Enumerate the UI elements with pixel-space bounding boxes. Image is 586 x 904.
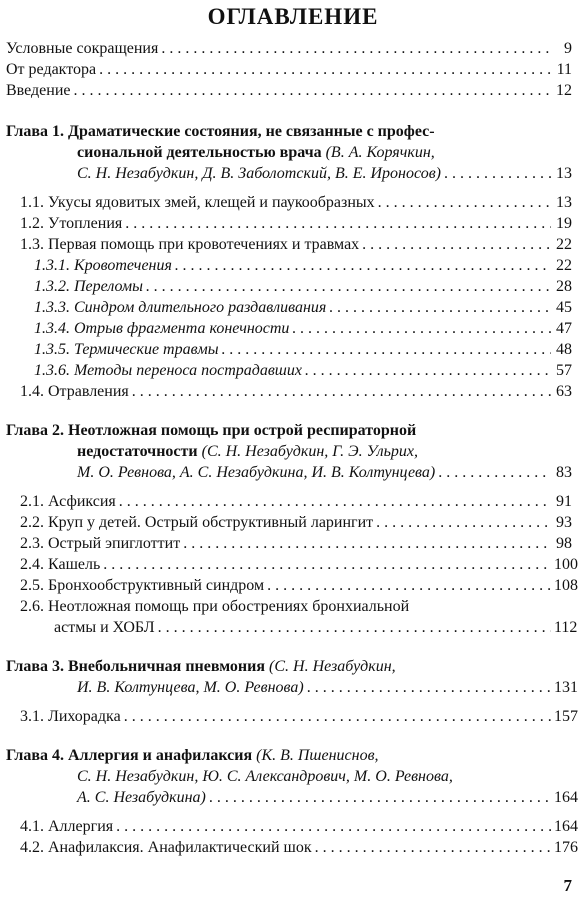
toc-entry[interactable] — [6, 59, 572, 80]
chapter-heading[interactable]: Глава 3. Внебольничная пневмония (С. Н. Незабудкин, — [6, 658, 396, 675]
dot-leader — [103, 554, 551, 575]
toc-entry-label: 3.1. Лихорадка — [20, 708, 121, 725]
toc-subentry[interactable] — [6, 360, 572, 381]
toc-entry[interactable] — [6, 213, 572, 234]
dot-leader — [222, 339, 551, 360]
toc-entry-label: 2.4. Кашель — [20, 556, 101, 573]
toc-entry[interactable] — [6, 491, 572, 512]
chapter-authors: (К. В. Пшениснов, — [256, 747, 379, 764]
toc-entry-page: 108 — [554, 577, 578, 594]
toc-subentry[interactable] — [6, 276, 572, 297]
toc-entry-label: Условные сокращения — [6, 40, 159, 57]
toc-entry-page: 19 — [556, 215, 572, 232]
dot-leader — [183, 533, 551, 554]
toc-entry-page: 22 — [556, 236, 572, 253]
toc-entry-label: 2.2. Круп у детей. Острый обструктивный ларингит — [20, 514, 374, 531]
toc-entry[interactable] — [6, 512, 572, 533]
dot-leader — [132, 381, 551, 402]
toc-entry-page: 22 — [556, 257, 572, 274]
chapter-authors-line — [6, 677, 578, 698]
toc-subentry[interactable] — [6, 318, 572, 339]
toc-entry[interactable] — [6, 575, 578, 596]
chapter-heading[interactable]: Глава 4. Аллергия и анафилаксия (К. В. Пшениснов, — [6, 747, 379, 764]
front-matter — [6, 38, 572, 101]
toc-entry-page: 45 — [556, 299, 572, 316]
toc-entry-page: 12 — [556, 82, 572, 99]
toc-entry[interactable] — [6, 816, 578, 837]
toc-entry[interactable] — [6, 596, 572, 617]
toc-entry-label: 1.3.5. Термические травмы — [34, 341, 219, 358]
toc-entry-label: 1.3. Первая помощь при кровотечениях и травмах — [20, 236, 360, 253]
dot-leader — [119, 491, 551, 512]
chapter-authors: (С. Н. Незабудкин, — [269, 658, 396, 675]
dot-leader — [161, 38, 551, 59]
toc-entry-label: астмы и ХОБЛ — [54, 619, 155, 636]
chapter-authors: И. В. Колтунцева, М. О. Ревнова) — [77, 679, 304, 696]
toc-entry-label: 1.4. Отравления — [20, 383, 129, 400]
dot-leader — [124, 706, 551, 727]
dot-leader — [292, 318, 551, 339]
chapter-heading[interactable]: Глава 1. Драматические состояния, не связанные с профес- — [6, 123, 435, 140]
toc-entry-page: 13 — [556, 194, 572, 211]
toc-entry-page: 112 — [554, 619, 578, 636]
toc-entry[interactable] — [6, 706, 578, 727]
toc-entry-page: 9 — [564, 40, 572, 57]
toc-entry-label: 1.3.1. Кровотечения — [34, 257, 172, 274]
dot-leader — [267, 575, 551, 596]
dot-leader — [74, 80, 552, 101]
toc-entry-label: 1.3.3. Синдром длительного раздавливания — [34, 299, 327, 316]
chapter-2 — [6, 420, 578, 638]
toc-entry[interactable] — [6, 80, 572, 101]
toc-entry-label: 1.3.4. Отрыв фрагмента конечности — [34, 320, 290, 337]
dot-leader — [438, 462, 551, 483]
toc-entry-page: 98 — [556, 535, 572, 552]
toc-entry-label: 1.2. Утопления — [20, 215, 123, 232]
dot-leader — [158, 617, 551, 638]
chapter-authors: С. Н. Незабудкин, Д. В. Заболотский, В. Е. Ироносов) — [77, 165, 441, 182]
dot-leader — [307, 677, 551, 698]
dot-leader — [209, 787, 551, 808]
dot-leader — [116, 816, 551, 837]
chapter-page: 164 — [554, 789, 578, 806]
chapter-authors: (С. Н. Незабудкин, Г. Э. Ульрих, — [201, 443, 418, 460]
toc-entry-page: 47 — [556, 320, 572, 337]
toc-entry-page: 93 — [556, 514, 572, 531]
dot-leader — [99, 59, 551, 80]
chapter-page: 13 — [556, 165, 572, 182]
toc-entry-label: 2.6. Неотложная помощь при обострениях бронхиальной — [20, 598, 410, 615]
toc-entry-page: 176 — [554, 839, 578, 856]
toc-entry-label: 1.3.6. Методы переноса пострадавших — [34, 362, 302, 379]
dot-leader — [329, 297, 551, 318]
toc-entry[interactable] — [6, 837, 578, 858]
dot-leader — [146, 276, 551, 297]
chapter-page: 83 — [556, 464, 572, 481]
page-title: ОГЛАВЛЕНИЕ — [207, 4, 379, 29]
toc-entry-label: 4.1. Аллергия — [20, 818, 114, 835]
toc-entry-label: 1.3.2. Переломы — [34, 278, 143, 295]
dot-leader — [125, 213, 551, 234]
toc-subentry[interactable] — [6, 297, 572, 318]
toc-subentry[interactable] — [6, 339, 572, 360]
chapter-heading[interactable]: Глава 2. Неотложная помощь при острой респираторной — [6, 422, 417, 439]
toc-entry-page: 63 — [556, 383, 572, 400]
toc-entry-page: 28 — [556, 278, 572, 295]
toc-entry-label: 2.3. Острый эпиглоттит — [20, 535, 181, 552]
dot-leader — [315, 837, 551, 858]
dot-leader — [378, 192, 551, 213]
toc-entry[interactable] — [6, 234, 572, 255]
chapter-authors: М. О. Ревнова, А. С. Незабудкина, И. В. Колтунцева) — [77, 464, 436, 481]
toc-entry-page: 91 — [556, 493, 572, 510]
toc-entry[interactable] — [6, 533, 572, 554]
toc-entry[interactable] — [6, 192, 572, 213]
dot-leader — [305, 360, 551, 381]
dot-leader — [444, 163, 551, 184]
dot-leader — [376, 512, 551, 533]
toc-entry[interactable] — [6, 554, 578, 575]
toc-entry-page: 48 — [556, 341, 572, 358]
toc-entry-page: 157 — [554, 708, 578, 725]
chapter-3 — [6, 656, 578, 727]
toc-entry-page: 164 — [554, 818, 578, 835]
chapter-authors: (В. А. Корячкин, — [325, 144, 435, 161]
page-number: 7 — [563, 876, 572, 895]
toc-subentry[interactable] — [6, 255, 572, 276]
toc-entry-page: 57 — [556, 362, 572, 379]
chapter-heading-cont: сиональной деятельностью врача (В. А. Корячкин, — [77, 144, 435, 161]
chapter-authors-line — [6, 766, 572, 787]
chapter-4 — [6, 745, 578, 858]
toc-entry-label: От редактора — [6, 61, 97, 78]
toc-entry[interactable] — [6, 381, 572, 402]
toc-entry-label: 2.5. Бронхообструктивный синдром — [20, 577, 265, 594]
toc-entry-page: 100 — [554, 556, 578, 573]
toc-entry-label: 2.1. Асфиксия — [20, 493, 116, 510]
toc-entry-label: 4.2. Анафилаксия. Анафилактический шок — [20, 839, 312, 856]
chapter-authors: С. Н. Незабудкин, Ю. С. Александрович, М. О. Ревнова, — [77, 768, 453, 785]
chapter-authors: А. С. Незабудкина) — [77, 789, 206, 806]
dot-leader — [175, 255, 551, 276]
toc-entry-label: 1.1. Укусы ядовитых змей, клещей и паукообразных — [20, 194, 375, 211]
toc-entry-label: Введение — [6, 82, 71, 99]
chapter-page: 131 — [554, 679, 578, 696]
dot-leader — [362, 234, 551, 255]
toc-entry[interactable] — [6, 38, 572, 59]
chapter-authors-line — [6, 163, 572, 184]
toc-entry-page: 11 — [556, 61, 572, 78]
chapter-1 — [6, 121, 572, 402]
toc-entry-cont[interactable] — [6, 617, 578, 638]
chapter-authors-line — [6, 787, 578, 808]
chapter-heading-cont: недостаточности (С. Н. Незабудкин, Г. Э. Ульрих, — [77, 443, 418, 460]
chapter-authors-line — [6, 462, 572, 483]
